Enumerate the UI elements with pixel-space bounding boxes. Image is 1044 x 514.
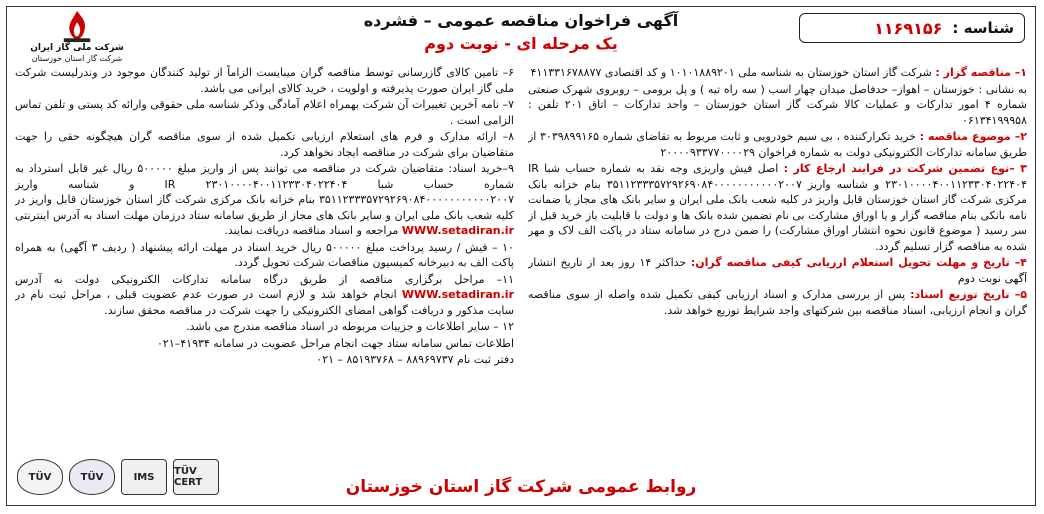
right-column <box>528 65 1027 465</box>
clause-text: دفتر ثبت نام ۸۸۹۶۹۷۳۷ – ۸۵۱۹۳۷۶۸ – ۰۲۱ <box>316 353 514 366</box>
clause-paragraph <box>15 129 514 160</box>
setadiran-link[interactable]: WWW.setadiran.ir <box>401 224 514 237</box>
clause-text: خرید تکرارکننده ، بی سیم خودرویی و ثابت مربوط به تقاضای شماره ۳۰۳۹۸۹۹۱۶۵ از طریق سامانه تدارکات الکترونیکی دولت به شماره فراخوان ۲۰۰۰۰۹۳۳۷۷۰۰۰۰۲۹ <box>528 130 1027 159</box>
clause-text: ۷– نامه آخرین تغییرات آن شرکت بهمراه اعلام آمادگی وذکر شناسه ملی حقوقی وارائه کد پستی و تلفن تماس الزامی است . <box>15 98 514 127</box>
clause-paragraph <box>15 319 514 335</box>
id-label: شناسه : <box>952 19 1014 37</box>
page-title: آگهی فراخوان مناقصه عمومی – فشرده <box>363 11 679 30</box>
left-column <box>15 65 514 465</box>
clause-heading: ۵– تاریخ توزیع اسناد: <box>910 288 1027 301</box>
clause-paragraph <box>15 272 514 319</box>
clause-heading: ۴– تاریخ و مهلت تحویل استعلام ارزیابی کیفی مناقصه گران: <box>690 256 1027 269</box>
clause-text: پس از بررسی مدارک و اسناد ارزیابی کیفی تکمیل شده واصله از سوی مناقصه گران و انجام ارزیابی، اسناد مناقصه بین شرکتهای واجد شرایط توزیع خواهد شد. <box>528 288 1027 317</box>
clause-paragraph <box>15 240 514 271</box>
clause-paragraph <box>15 352 514 368</box>
clause-paragraph <box>528 129 1027 160</box>
titles <box>7 11 1035 53</box>
setadiran-link[interactable]: WWW.setadiran.ir <box>401 288 514 301</box>
body-columns <box>15 65 1027 465</box>
clause-text: به نشانی : خوزستان – اهواز– حدفاصل میدان چهار اسب ( سه راه تیه ) و پل برومی – روبروی شهرک صنعتی شماره ۴ امور تدارکات و عملیات کالا شرکت گاز استان خوزستان – واحد تدارکات – اتاق ۲۰۱ تلفن : ۰۶۱۳۴۱۹۹۹۵۸ <box>528 82 1027 127</box>
clause-paragraph <box>15 161 514 239</box>
gas-flame-icon <box>58 9 96 43</box>
clause-paragraph <box>15 97 514 128</box>
clause-heading: ۱– مناقصه گزار : <box>935 66 1027 79</box>
clause-text: ۱۰ – فیش / رسید پرداخت مبلغ ۵۰۰۰۰۰ ریال خرید اسناد در مهلت ارائه پیشنهاد ( ردیف ۳ آگهی) به همراه پاکت الف به دبیرخانه کمیسیون مناقصات شرکت تحویل گردد. <box>15 240 514 269</box>
clause-paragraph <box>15 336 514 352</box>
clause-paragraph <box>528 255 1027 286</box>
id-number: ۱۱۶۹۱۵۶ <box>874 18 943 38</box>
clause-paragraph <box>528 65 1027 81</box>
clause-text: ۱۱– مراحل برگزاری مناقصه از طریق درگاه سامانه تدارکات الکترونیکی دولت به آدرس <box>15 272 514 286</box>
footer-title: روابط عمومی شرکت گاز استان خوزستان <box>345 477 697 497</box>
logo-line-1: شرکت ملی گاز ایران <box>30 43 124 53</box>
clause-paragraph <box>528 82 1027 129</box>
clause-text: ۱۲ – سایر اطلاعات و جزییات مربوطه در اسناد مناقصه مندرج می باشد. <box>186 320 514 333</box>
header <box>7 7 1035 63</box>
clause-text: ۶– تامین کالای گازرسانی توسط مناقصه گران میبایست الزاماً از تولید کنندگان موجود در وندرلیست شرکت ملی گاز ایران صورت پذیرفته و اولویت ، خرید کالای ایرانی می باشد. <box>15 66 514 95</box>
clause-text: شرکت گاز استان خوزستان به شناسه ملی ۱۰۱۰۱۸۸۹۲۰۱ و کد اقتصادی ۴۱۱۳۳۱۶۷۸۸۷۷ <box>530 66 936 79</box>
tuv-cert-icon: TÜV CERT <box>173 459 219 495</box>
clause-text: مراجعه و اسناد مناقصه دریافت نمایند. <box>224 224 402 237</box>
clause-text: حداکثر ۱۴ روز بعد از تاریخ انتشار آگهی نوبت دوم <box>528 256 1027 285</box>
ad-page <box>6 6 1036 506</box>
company-logo <box>17 9 137 69</box>
clause-heading: ۳ –نوع تضمین شرکت در فرایند ارجاع کار : <box>783 162 1027 175</box>
logo-line-2: شرکت گاز استان خوزستان <box>31 54 123 63</box>
clause-text: اصل فیش واریزی وجه نقد به شماره حساب شبا IR ۲۳۰۱۰۰۰۰۴۰۰۱۱۲۳۳۰۴۰۲۲۴۰۴ و شناسه واریز ۳۵۱۱۲۳۳۳۵۷۲۹۲۶۹۰۸۴۰۰۰۰۰۰۰۰۰۰۰۲۰۰۷ بنام خزانه بانک مرکزی شرکت گاز استان خوزستان قابل واریز در کلیه شعب بانک ملی ایران و سایر بانک های مجاز یا ضمانت نامه بانکی بنام مناقصه گزار و یا اوراق مشارکت بی نام تضمین شده بانک ها و دولت با قابلیت باز خرید قبل از سر رسید ( موضوع قانون نحوه انتشار اوراق مشارکت) را ضمن درج در سامانه ستاد در پاکت الف لاک و مهر شده به مناقصه گزار تسلیم گردد. <box>528 162 1027 253</box>
page-subtitle: یک مرحله ای - نوبت دوم <box>424 34 618 53</box>
clause-paragraph <box>528 287 1027 318</box>
clause-heading: ۲– موضوع مناقصه : <box>919 130 1027 143</box>
tuv-cert-icon: TÜV <box>69 459 115 495</box>
clause-paragraph <box>528 161 1027 254</box>
clause-text: ۸– ارائه مدارک و فرم های استعلام ارزیابی تکمیل شده از سوی مناقصه گران هیچگونه حقی را جهت متقاضیان برای شرکت در مناقصه ایجاد نخواهد کرد. <box>15 130 514 159</box>
clause-text: ۹–خرید اسناد: متقاضیان شرکت در مناقصه می توانند پس از واریز مبلغ ۵۰۰۰۰۰ ریال غیر قابل استرداد به شماره حساب شبا IR ۲۳۰۱۰۰۰۰۴۰۰۱۱۲۳۳۰۴۰۲۲۴۰۴ و شناسه واریز ۳۵۱۱۲۳۳۳۵۷۲۹۲۶۹۰۸۴۰۰۰۰۰۰۰۰۰۰۰۲۰۰۷ بنام خزانه بانک مرکزی شرکت گاز استان خوزستان قابل واریز در کلیه شعب بانک ملی ایران و سایر بانک های مجاز از طریق سامانه ستاد درزمان مهلت اسناد به آدرس اینترنتی <box>15 162 514 222</box>
clause-text: اطلاعات تماس سامانه ستاد جهت انجام مراحل عضویت در سامانه ۴۱۹۳۴–۰۲۱ <box>157 336 514 350</box>
clause-paragraph <box>15 65 514 96</box>
ims-cert-icon: IMS <box>121 459 167 495</box>
clause-text: انجام خواهد شد و لازم است در صورت عدم عضویت قبلی ، مراحل ثبت نام در سایت مذکور و دریافت گواهی امضای الکترونیکی را جهت شرکت در مناقصه محقق سازند. <box>15 288 514 317</box>
tuv-cert-icon: TÜV <box>17 459 63 495</box>
